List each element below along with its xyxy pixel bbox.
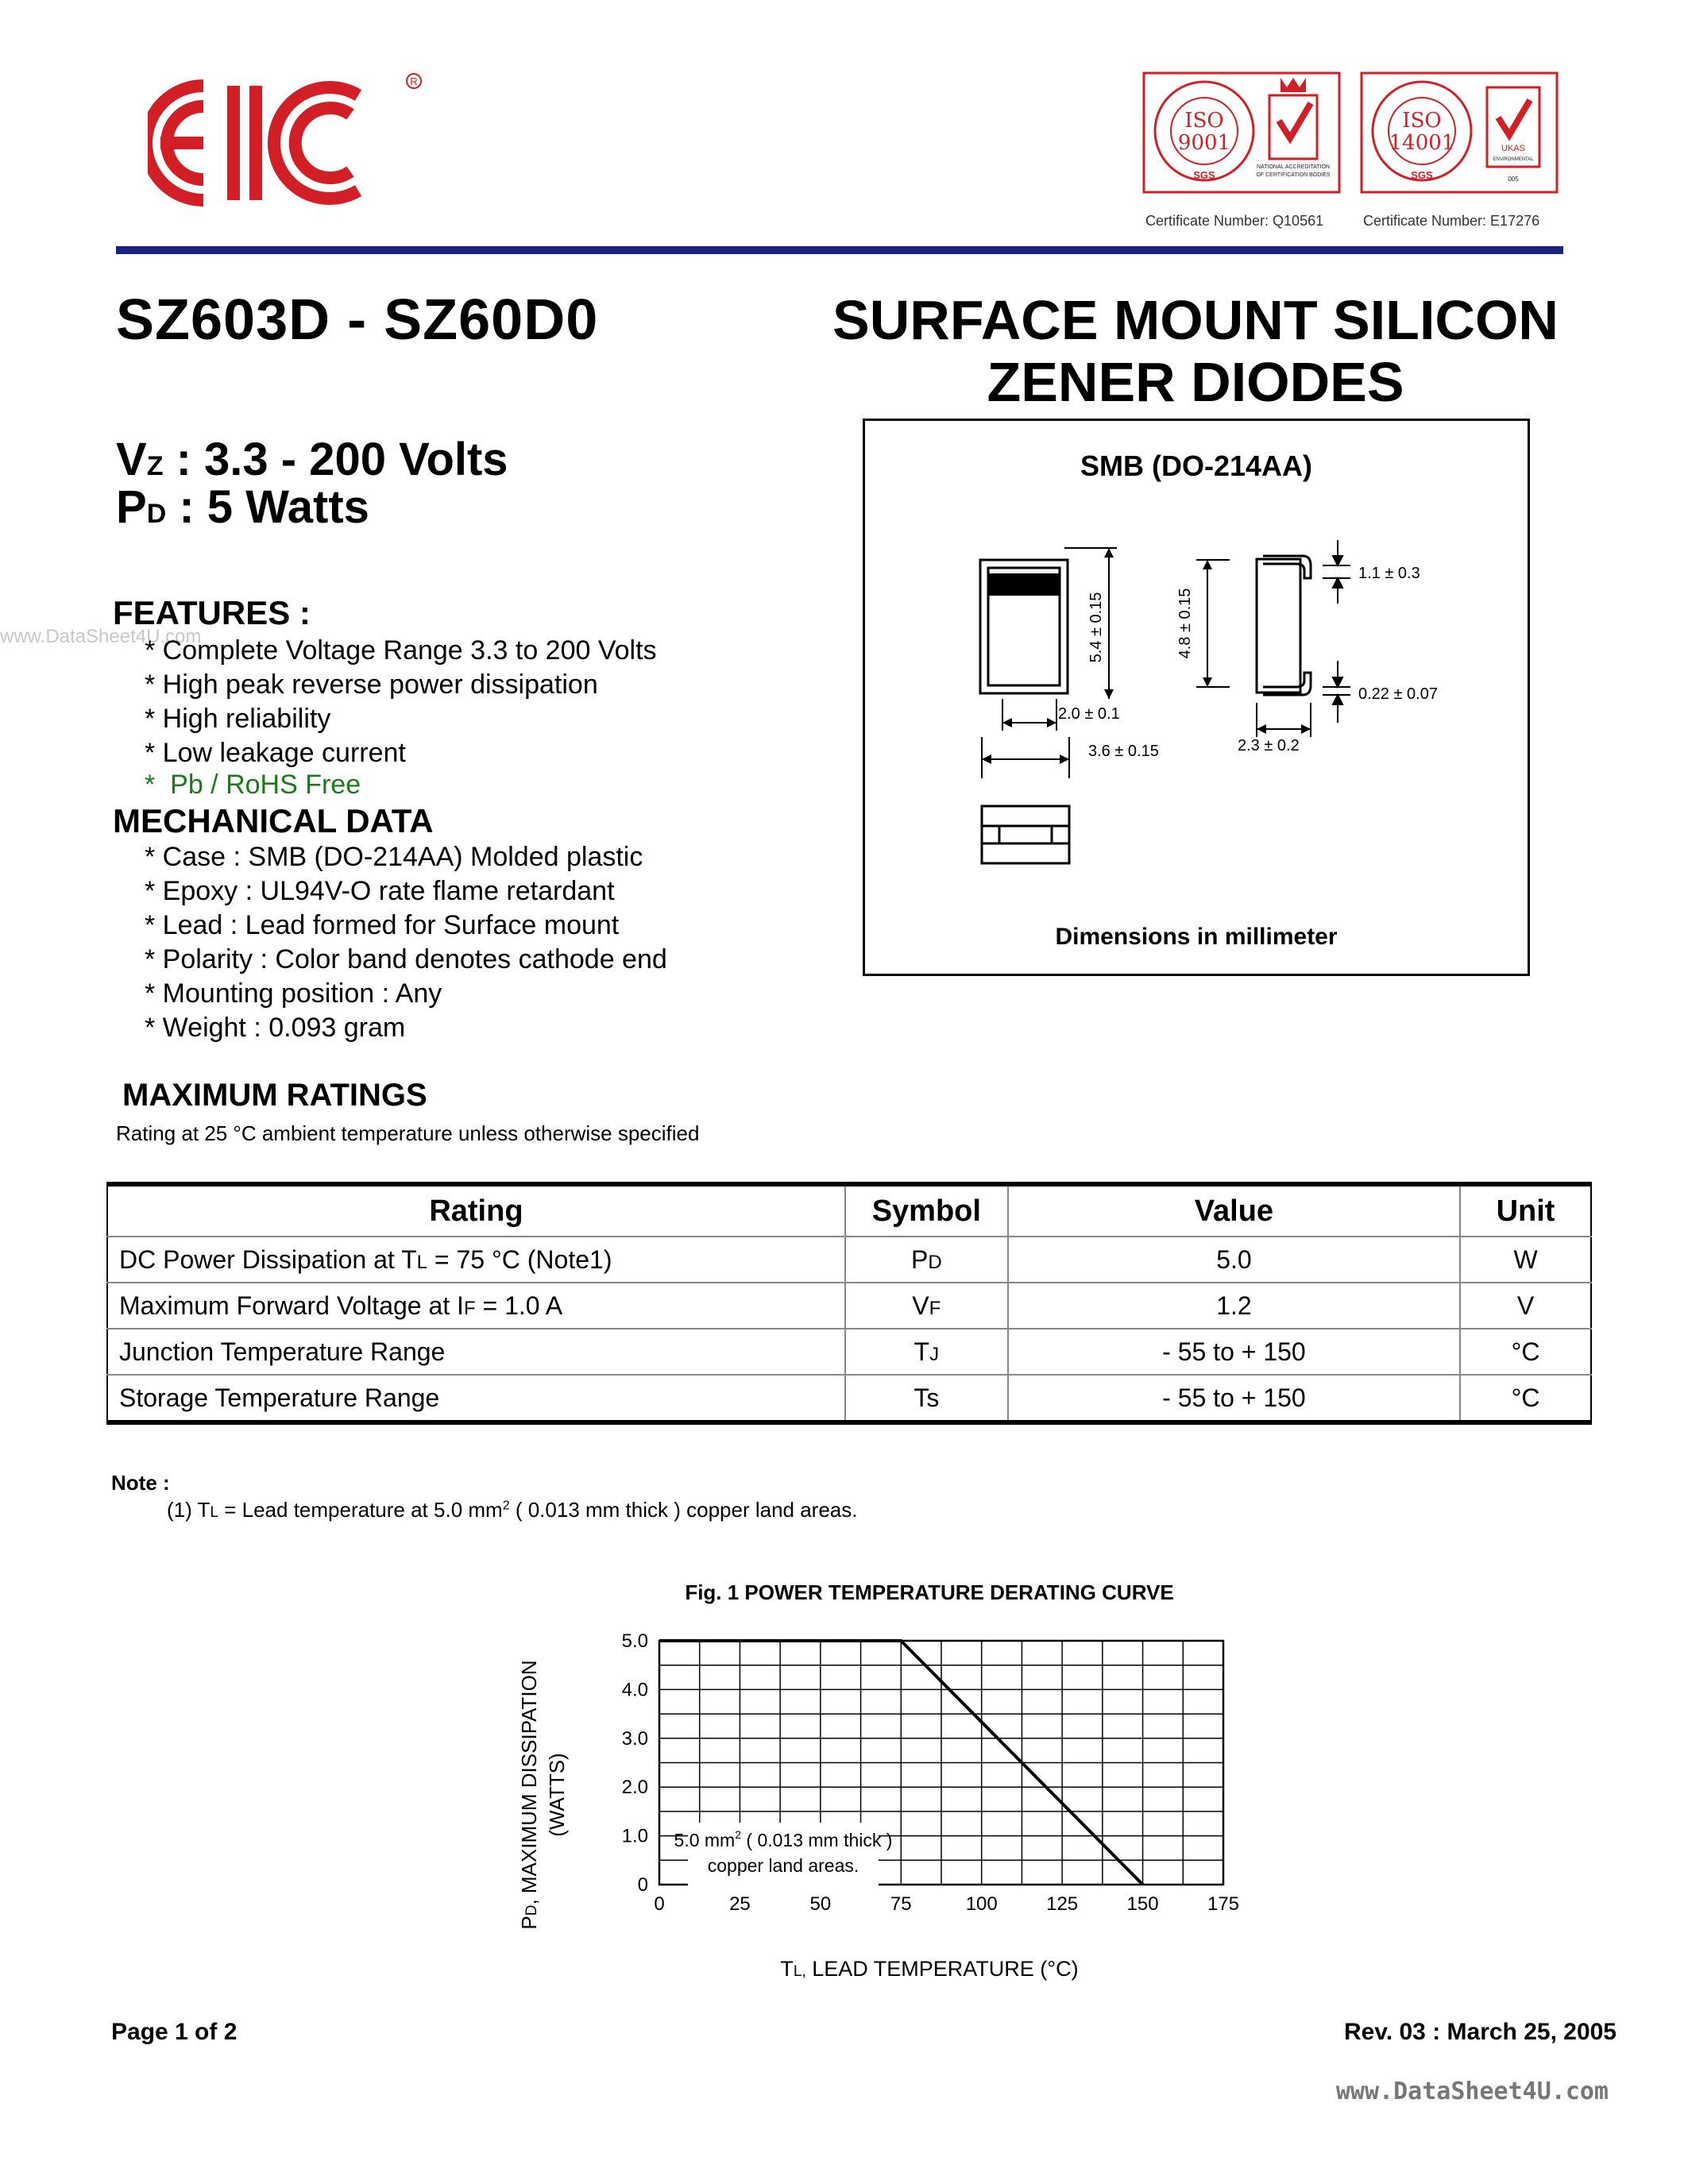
column-header: Symbol [845, 1184, 1008, 1237]
power-dissipation-spec: PD : 5 Watts [116, 481, 369, 533]
part-number-title: SZ603D - SZ60D0 [116, 288, 599, 352]
symbol-cell: VF [845, 1283, 1008, 1329]
dim-standoff: 0.22 ± 0.07 [1358, 685, 1438, 703]
svg-text:9001: 9001 [1177, 131, 1231, 155]
y-tick-label: 0 [637, 1874, 648, 1896]
max-ratings-subheading: Rating at 25 °C ambient temperature unless otherwise specified [116, 1121, 700, 1145]
y-tick-label: 4.0 [621, 1679, 648, 1701]
feature-item: * Low leakage current [145, 738, 406, 768]
derating-chart [500, 1612, 1263, 2009]
svg-text:SGS: SGS [1193, 169, 1215, 181]
feature-item: * High reliability [145, 704, 331, 734]
value-cell: 1.2 [1008, 1283, 1460, 1329]
cert2-number: Certificate Number: E17276 [1363, 213, 1540, 229]
svg-text:ENVIRONMENTAL: ENVIRONMENTAL [1493, 157, 1534, 162]
rating-cell: Maximum Forward Voltage at IF = 1.0 A [107, 1283, 845, 1329]
max-ratings-table [106, 1182, 1592, 1425]
svg-text:ISO: ISO [1402, 109, 1442, 133]
unit-cell: W [1460, 1237, 1591, 1283]
svg-text:SGS: SGS [1411, 169, 1433, 181]
dim-height-side: 4.8 ± 0.15 [1176, 588, 1194, 659]
y-tick-label: 2.0 [621, 1777, 648, 1799]
value-cell: 5.0 [1008, 1237, 1460, 1283]
x-tick-label: 150 [1126, 1893, 1159, 1915]
dim-lead-thickness: 1.1 ± 0.3 [1358, 565, 1420, 582]
y-axis-label-line-1: PD, MAXIMUM DISSIPATION [517, 1660, 541, 1930]
zener-voltage-spec: VZ : 3.3 - 200 Volts [116, 434, 508, 485]
page-number: Page 1 of 2 [111, 2019, 238, 2045]
mechanical-item: * Mounting position : Any [145, 978, 442, 1009]
column-header: Value [1008, 1184, 1460, 1237]
chart-title: Fig. 1 POWER TEMPERATURE DERATING CURVE [685, 1580, 1174, 1604]
feature-item-rohs: * Pb / RoHS Free [145, 770, 361, 800]
dim-pad-width: 2.0 ± 0.1 [1058, 705, 1120, 723]
features-heading: FEATURES : [113, 594, 311, 631]
unit-cell: °C [1460, 1375, 1591, 1422]
cert1-number: Certificate Number: Q10561 [1145, 213, 1324, 229]
max-ratings-heading: MAXIMUM RATINGS [122, 1078, 427, 1113]
dim-height-body: 5.4 ± 0.15 [1087, 592, 1105, 663]
y-tick-label: 5.0 [621, 1630, 648, 1652]
table-row [107, 1375, 1591, 1422]
symbol-cell: PD [845, 1237, 1008, 1283]
x-axis-label: TL, LEAD TEMPERATURE (°C) [780, 1957, 1079, 1981]
revision-date: Rev. 03 : March 25, 2005 [1344, 2019, 1617, 2045]
svg-text:NATIONAL ACCREDITATION: NATIONAL ACCREDITATION [1257, 164, 1330, 170]
mechanical-item: * Weight : 0.093 gram [145, 1013, 406, 1043]
table-row [107, 1283, 1591, 1329]
x-tick-label: 125 [1046, 1893, 1079, 1915]
mechanical-data-heading: MECHANICAL DATA [113, 802, 434, 839]
x-tick-label: 25 [729, 1893, 751, 1915]
package-dimension-drawing [937, 524, 1493, 897]
table-row [107, 1329, 1591, 1375]
value-cell: - 55 to + 150 [1008, 1329, 1460, 1375]
svg-text:005: 005 [1508, 176, 1519, 183]
x-tick-label: 0 [654, 1893, 665, 1915]
rating-cell: DC Power Dissipation at TL = 75 °C (Note1) [107, 1237, 845, 1283]
symbol-cell: TJ [845, 1329, 1008, 1375]
x-tick-label: 100 [965, 1893, 998, 1915]
table-header-row [107, 1184, 1591, 1237]
feature-item: * High peak reverse power dissipation [145, 669, 598, 700]
iso9001-certification-mark [1142, 71, 1341, 197]
svg-text:UKAS: UKAS [1501, 144, 1525, 153]
header-rule [116, 246, 1563, 254]
value-cell: - 55 to + 150 [1008, 1375, 1460, 1422]
svg-text:R: R [410, 75, 418, 87]
mechanical-item: * Polarity : Color band denotes cathode end [145, 944, 667, 974]
mechanical-item: * Case : SMB (DO-214AA) Molded plastic [145, 842, 643, 872]
x-tick-label: 175 [1207, 1893, 1240, 1915]
annotation-line-1: 5.0 $mm^2$ ( 0.013 mm thick ) [674, 1828, 893, 1850]
description-line-1: SURFACE MOUNT SILICON [832, 289, 1559, 351]
unit-cell: V [1460, 1283, 1591, 1329]
symbol-cell: Ts [845, 1375, 1008, 1422]
y-tick-label: 1.0 [621, 1825, 648, 1847]
column-header: Unit [1460, 1184, 1591, 1237]
description-line-2: ZENER DIODES [987, 351, 1404, 413]
column-header: Rating [107, 1184, 845, 1237]
svg-text:14001: 14001 [1389, 131, 1455, 155]
svg-text:ISO: ISO [1184, 109, 1224, 133]
iso14001-certification-mark [1360, 71, 1559, 197]
chart-annotation [674, 1823, 893, 1889]
table-row [107, 1237, 1591, 1283]
package-title: SMB (DO-214AA) [1080, 450, 1313, 482]
dim-side-width: 2.3 ± 0.2 [1238, 737, 1300, 754]
x-tick-label: 75 [890, 1893, 912, 1915]
mechanical-item: * Epoxy : UL94V-O rate flame retardant [145, 876, 615, 906]
mechanical-item: * Lead : Lead formed for Surface mount [145, 910, 620, 940]
y-tick-label: 3.0 [621, 1727, 648, 1750]
svg-text:OF CERTIFICATION BODIES: OF CERTIFICATION BODIES [1256, 172, 1331, 178]
side-watermark: www.DataSheet4U.com [0, 626, 202, 647]
rating-cell: Junction Temperature Range [107, 1329, 845, 1375]
annotation-line-2: copper land areas. [707, 1855, 859, 1876]
unit-cell: °C [1460, 1329, 1591, 1375]
product-description-title [802, 289, 1589, 413]
note-text: (1) TL = Lead temperature at 5.0 $mm^2$ ( 0.013 mm thick ) copper land areas. [167, 1498, 858, 1522]
rating-cell: Storage Temperature Range [107, 1375, 845, 1422]
package-caption: Dimensions in millimeter [1055, 924, 1338, 950]
y-axis-label-line-2: (WATTS) [545, 1753, 569, 1837]
x-tick-label: 50 [809, 1893, 832, 1915]
note-heading: Note : [111, 1471, 170, 1495]
eic-logo [148, 71, 434, 214]
footer-watermark: www.DataSheet4U.com [1335, 2078, 1609, 2105]
feature-item: * Complete Voltage Range 3.3 to 200 Volts [145, 635, 657, 666]
dim-total-width: 3.6 ± 0.15 [1088, 743, 1159, 760]
